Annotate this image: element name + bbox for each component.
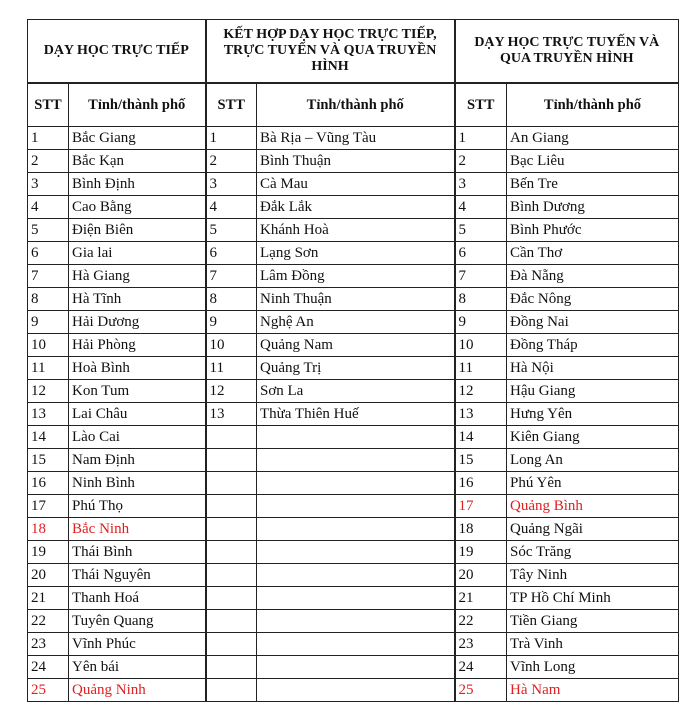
stt-cell-hybrid: 5 <box>206 219 257 242</box>
province-cell-hybrid: Khánh Hoà <box>257 219 455 242</box>
stt-cell-direct: 14 <box>28 426 69 449</box>
stt-cell-direct: 9 <box>28 311 69 334</box>
stt-header: STT <box>28 83 69 127</box>
province-cell-direct: Cao Bằng <box>69 196 206 219</box>
province-cell-online: Quảng Ngãi <box>507 518 679 541</box>
stt-cell-direct: 15 <box>28 449 69 472</box>
province-cell-direct: Bình Định <box>69 173 206 196</box>
stt-cell-hybrid <box>206 610 257 633</box>
stt-cell-hybrid: 8 <box>206 288 257 311</box>
table-row <box>28 449 679 472</box>
stt-cell-hybrid <box>206 679 257 702</box>
province-cell-online: Bến Tre <box>507 173 679 196</box>
province-cell-online: Kiên Giang <box>507 426 679 449</box>
province-cell-direct: Ninh Bình <box>69 472 206 495</box>
stt-cell-online: 5 <box>455 219 507 242</box>
stt-cell-online: 10 <box>455 334 507 357</box>
stt-cell-direct: 18 <box>28 518 69 541</box>
province-cell-online: Đồng Tháp <box>507 334 679 357</box>
group-title-hybrid: KẾT HỢP DẠY HỌC TRỰC TIẾP, TRỰC TUYẾN VÀ QUA TRUYỀN HÌNH <box>206 20 455 84</box>
province-cell-online: Phú Yên <box>507 472 679 495</box>
table-row <box>28 150 679 173</box>
stt-cell-hybrid: 10 <box>206 334 257 357</box>
group-title-direct: DẠY HỌC TRỰC TIẾP <box>28 20 206 84</box>
stt-cell-online: 20 <box>455 564 507 587</box>
province-cell-online: Bạc Liêu <box>507 150 679 173</box>
province-cell-online: Cần Thơ <box>507 242 679 265</box>
stt-cell-direct: 23 <box>28 633 69 656</box>
province-cell-hybrid: Đắk Lắk <box>257 196 455 219</box>
stt-cell-online: 6 <box>455 242 507 265</box>
table-row <box>28 587 679 610</box>
table-row <box>28 288 679 311</box>
stt-cell-hybrid: 4 <box>206 196 257 219</box>
province-cell-hybrid <box>257 495 455 518</box>
province-cell-direct: Bắc Kạn <box>69 150 206 173</box>
stt-cell-online: 1 <box>455 127 507 150</box>
province-header: Tỉnh/thành phố <box>69 83 206 127</box>
stt-cell-hybrid <box>206 472 257 495</box>
province-cell-online: Đắc Nông <box>507 288 679 311</box>
stt-cell-online: 7 <box>455 265 507 288</box>
province-cell-direct: Hải Dương <box>69 311 206 334</box>
province-cell-hybrid <box>257 564 455 587</box>
province-cell-hybrid <box>257 449 455 472</box>
table-row <box>28 242 679 265</box>
province-cell-online: Trà Vinh <box>507 633 679 656</box>
stt-cell-hybrid <box>206 518 257 541</box>
province-cell-hybrid: Cà Mau <box>257 173 455 196</box>
table-row <box>28 472 679 495</box>
table-row <box>28 541 679 564</box>
stt-cell-direct: 7 <box>28 265 69 288</box>
stt-cell-online: 3 <box>455 173 507 196</box>
stt-cell-hybrid: 6 <box>206 242 257 265</box>
province-cell-hybrid: Bà Rịa – Vũng Tàu <box>257 127 455 150</box>
table-row <box>28 610 679 633</box>
stt-cell-direct: 8 <box>28 288 69 311</box>
province-cell-online: Hà Nam <box>507 679 679 702</box>
province-cell-online: Hưng Yên <box>507 403 679 426</box>
province-cell-direct: Bắc Ninh <box>69 518 206 541</box>
stt-cell-direct: 20 <box>28 564 69 587</box>
stt-cell-direct: 17 <box>28 495 69 518</box>
province-cell-hybrid <box>257 472 455 495</box>
stt-cell-hybrid: 13 <box>206 403 257 426</box>
stt-cell-online: 23 <box>455 633 507 656</box>
province-cell-online: Đồng Nai <box>507 311 679 334</box>
stt-cell-online: 16 <box>455 472 507 495</box>
stt-cell-direct: 25 <box>28 679 69 702</box>
table-row <box>28 633 679 656</box>
province-cell-direct: Phú Thọ <box>69 495 206 518</box>
province-cell-hybrid: Lạng Sơn <box>257 242 455 265</box>
stt-cell-direct: 13 <box>28 403 69 426</box>
stt-cell-hybrid <box>206 541 257 564</box>
stt-cell-online: 21 <box>455 587 507 610</box>
province-cell-direct: Lai Châu <box>69 403 206 426</box>
province-cell-direct: Vĩnh Phúc <box>69 633 206 656</box>
table-row <box>28 679 679 702</box>
stt-cell-direct: 6 <box>28 242 69 265</box>
province-cell-online: TP Hồ Chí Minh <box>507 587 679 610</box>
table-row <box>28 656 679 679</box>
stt-cell-online: 13 <box>455 403 507 426</box>
province-cell-direct: Hoà Bình <box>69 357 206 380</box>
stt-cell-direct: 12 <box>28 380 69 403</box>
group-header-row <box>28 20 679 84</box>
column-header-row <box>28 83 679 127</box>
stt-cell-direct: 21 <box>28 587 69 610</box>
province-cell-online: Sóc Trăng <box>507 541 679 564</box>
province-cell-online: Hậu Giang <box>507 380 679 403</box>
province-cell-direct: Yên bái <box>69 656 206 679</box>
province-cell-direct: Hà Tĩnh <box>69 288 206 311</box>
table-row <box>28 564 679 587</box>
stt-cell-online: 22 <box>455 610 507 633</box>
province-cell-online: Quảng Bình <box>507 495 679 518</box>
stt-cell-online: 8 <box>455 288 507 311</box>
stt-cell-hybrid <box>206 587 257 610</box>
province-cell-direct: Bắc Giang <box>69 127 206 150</box>
table-row <box>28 380 679 403</box>
province-cell-hybrid: Nghệ An <box>257 311 455 334</box>
province-cell-online: An Giang <box>507 127 679 150</box>
stt-cell-online: 14 <box>455 426 507 449</box>
province-cell-direct: Kon Tum <box>69 380 206 403</box>
table-row <box>28 334 679 357</box>
province-cell-online: Long An <box>507 449 679 472</box>
stt-cell-online: 17 <box>455 495 507 518</box>
table-row <box>28 495 679 518</box>
province-cell-online: Tiền Giang <box>507 610 679 633</box>
province-cell-direct: Quảng Ninh <box>69 679 206 702</box>
province-cell-hybrid: Quảng Nam <box>257 334 455 357</box>
province-cell-hybrid <box>257 587 455 610</box>
table-row <box>28 403 679 426</box>
table-body <box>28 127 679 702</box>
stt-cell-direct: 10 <box>28 334 69 357</box>
stt-cell-hybrid: 12 <box>206 380 257 403</box>
province-cell-online: Đà Nẵng <box>507 265 679 288</box>
stt-cell-hybrid <box>206 495 257 518</box>
stt-cell-hybrid: 1 <box>206 127 257 150</box>
table-row <box>28 426 679 449</box>
province-cell-hybrid <box>257 541 455 564</box>
stt-cell-hybrid <box>206 449 257 472</box>
stt-cell-direct: 4 <box>28 196 69 219</box>
stt-cell-hybrid <box>206 633 257 656</box>
stt-cell-direct: 24 <box>28 656 69 679</box>
province-cell-hybrid <box>257 610 455 633</box>
province-cell-online: Vĩnh Long <box>507 656 679 679</box>
stt-cell-online: 19 <box>455 541 507 564</box>
stt-cell-hybrid <box>206 426 257 449</box>
province-cell-online: Bình Phước <box>507 219 679 242</box>
stt-cell-online: 9 <box>455 311 507 334</box>
stt-cell-hybrid <box>206 656 257 679</box>
province-cell-hybrid <box>257 426 455 449</box>
province-cell-hybrid <box>257 518 455 541</box>
province-cell-hybrid <box>257 633 455 656</box>
province-cell-online: Bình Dương <box>507 196 679 219</box>
schedule-table <box>27 19 679 702</box>
table-row <box>28 173 679 196</box>
province-cell-direct: Nam Định <box>69 449 206 472</box>
province-cell-hybrid: Sơn La <box>257 380 455 403</box>
table-row <box>28 219 679 242</box>
table-row <box>28 518 679 541</box>
stt-cell-hybrid: 7 <box>206 265 257 288</box>
table-row <box>28 265 679 288</box>
province-cell-direct: Thái Bình <box>69 541 206 564</box>
stt-cell-direct: 1 <box>28 127 69 150</box>
province-cell-online: Tây Ninh <box>507 564 679 587</box>
province-cell-direct: Hà Giang <box>69 265 206 288</box>
stt-cell-hybrid: 2 <box>206 150 257 173</box>
stt-cell-hybrid: 9 <box>206 311 257 334</box>
stt-cell-online: 2 <box>455 150 507 173</box>
province-cell-direct: Thanh Hoá <box>69 587 206 610</box>
province-cell-hybrid: Ninh Thuận <box>257 288 455 311</box>
province-cell-direct: Thái Nguyên <box>69 564 206 587</box>
province-cell-hybrid: Lâm Đồng <box>257 265 455 288</box>
stt-cell-online: 15 <box>455 449 507 472</box>
stt-cell-online: 11 <box>455 357 507 380</box>
stt-cell-online: 18 <box>455 518 507 541</box>
province-header: Tỉnh/thành phố <box>507 83 679 127</box>
stt-cell-hybrid: 3 <box>206 173 257 196</box>
province-cell-hybrid: Quảng Trị <box>257 357 455 380</box>
stt-cell-hybrid <box>206 564 257 587</box>
stt-header: STT <box>455 83 507 127</box>
table-row <box>28 127 679 150</box>
stt-cell-direct: 5 <box>28 219 69 242</box>
table-row <box>28 311 679 334</box>
stt-header: STT <box>206 83 257 127</box>
table-row <box>28 357 679 380</box>
province-cell-direct: Hải Phòng <box>69 334 206 357</box>
province-cell-direct: Điện Biên <box>69 219 206 242</box>
stt-cell-online: 24 <box>455 656 507 679</box>
stt-cell-direct: 3 <box>28 173 69 196</box>
table-row <box>28 196 679 219</box>
province-cell-direct: Gia lai <box>69 242 206 265</box>
stt-cell-direct: 16 <box>28 472 69 495</box>
province-cell-hybrid <box>257 679 455 702</box>
stt-cell-online: 4 <box>455 196 507 219</box>
province-header: Tỉnh/thành phố <box>257 83 455 127</box>
province-cell-hybrid <box>257 656 455 679</box>
stt-cell-direct: 2 <box>28 150 69 173</box>
province-cell-hybrid: Thừa Thiên Huế <box>257 403 455 426</box>
stt-cell-direct: 22 <box>28 610 69 633</box>
stt-cell-hybrid: 11 <box>206 357 257 380</box>
stt-cell-online: 12 <box>455 380 507 403</box>
stt-cell-online: 25 <box>455 679 507 702</box>
stt-cell-direct: 11 <box>28 357 69 380</box>
group-title-online: DẠY HỌC TRỰC TUYẾN VÀ QUA TRUYỀN HÌNH <box>455 20 679 84</box>
province-cell-online: Hà Nội <box>507 357 679 380</box>
stt-cell-direct: 19 <box>28 541 69 564</box>
province-cell-direct: Tuyên Quang <box>69 610 206 633</box>
province-cell-hybrid: Bình Thuận <box>257 150 455 173</box>
province-cell-direct: Lào Cai <box>69 426 206 449</box>
